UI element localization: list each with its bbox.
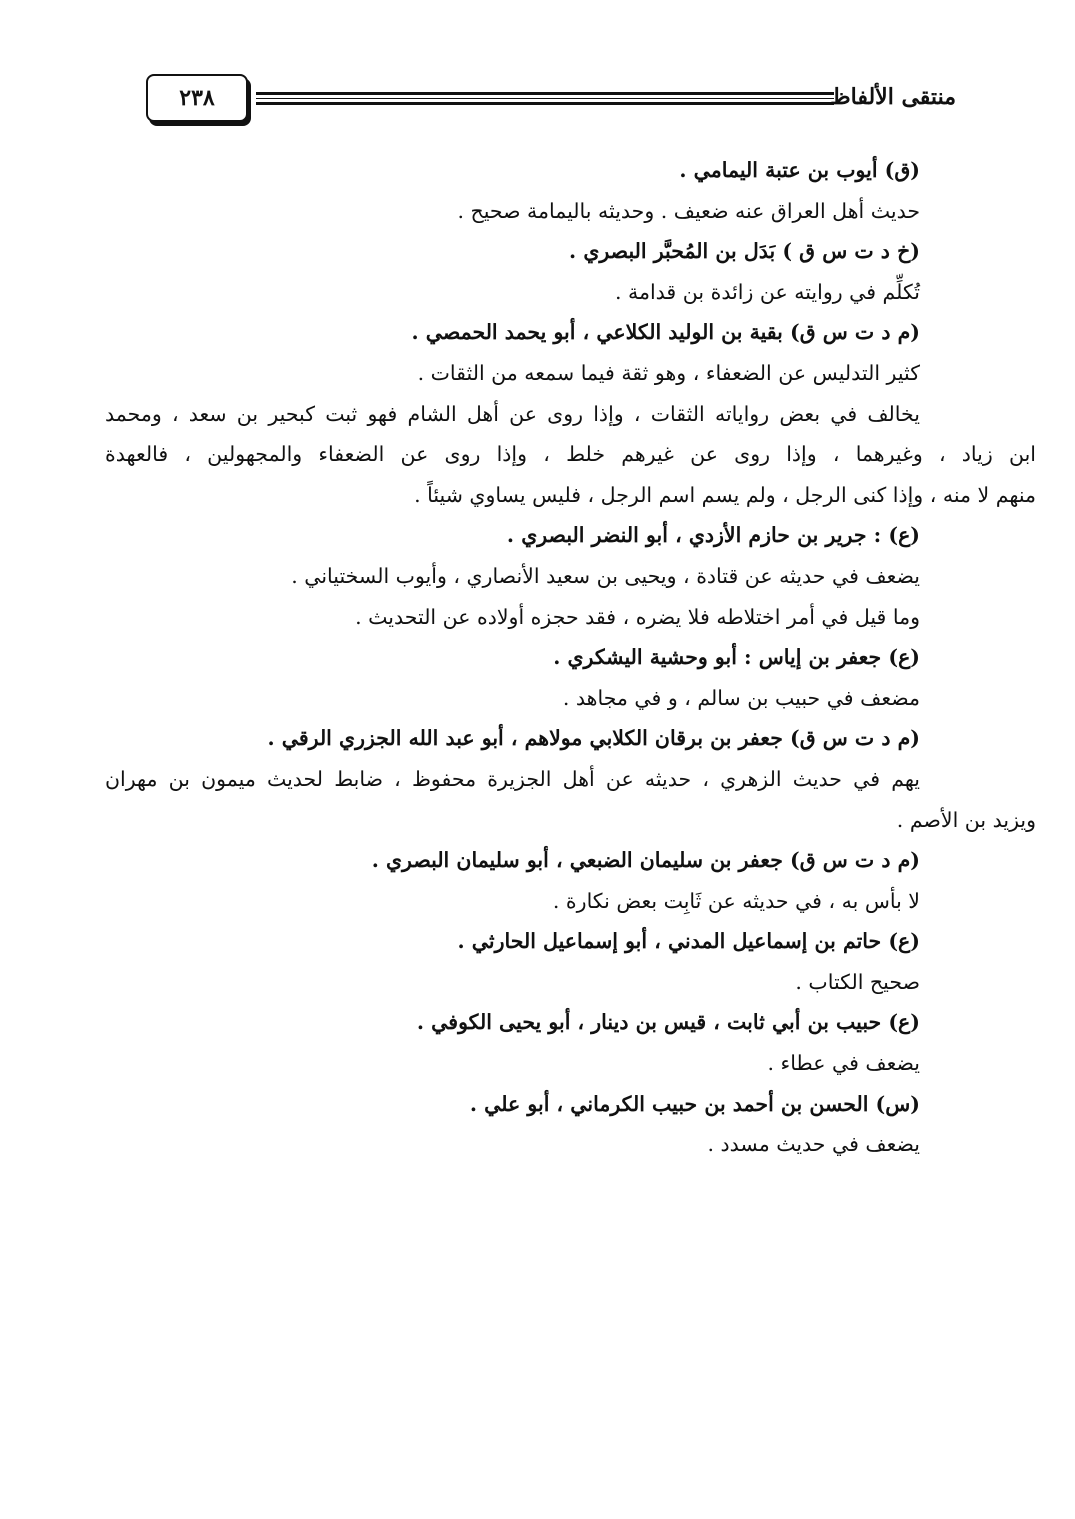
entry-note: يضعف في حديث مسدد . bbox=[707, 1132, 920, 1157]
book-title: منتقى الألفاظ bbox=[830, 84, 956, 110]
entry-paragraph bbox=[105, 394, 1036, 516]
page-body bbox=[105, 150, 1036, 1165]
entry-heading: (ق) أيوب بن عتبة اليمامي . bbox=[679, 158, 920, 182]
paragraph-line: منهم لا منه ، وإذا كنى الرجل ، ولم يسم اسم الرجل ، فليس يساوي شيئاً . bbox=[414, 482, 1036, 507]
paragraph-line: يخالف في بعض رواياته الثقات ، وإذا روى عن أهل الشام فهو ثبت كبحير بن سعد ، ومحمد bbox=[105, 401, 920, 426]
entry-heading: (س) الحسن بن أحمد بن حبيب الكرماني ، أبو علي . bbox=[469, 1091, 920, 1116]
entry-note: يضعف في عطاء . bbox=[767, 1051, 920, 1076]
entry-heading: (ع) جعفر بن إياس : أبو وحشية اليشكري . bbox=[553, 645, 920, 670]
paragraph-line: ويزيد بن الأصم . bbox=[896, 807, 1036, 832]
paragraph-line: ابن زياد ، وغيرهما ، وإذا روى عن غيرهم خلط ، وإذا روى عن الضعفاء والمجهولين ، فالعهدة bbox=[105, 442, 1036, 467]
entry-note: لا بأس به ، في حديثه عن ثَابِت بعض نكارة . bbox=[552, 888, 920, 913]
entry-heading: (ع) : جرير بن حازم الأزدي ، أبو النضر البصري . bbox=[506, 523, 920, 548]
paragraph-line: يهم في حديث الزهري ، حديثه عن أهل الجزيرة محفوظ ، ضابط لحديث ميمون بن مهران bbox=[105, 766, 920, 791]
entry-heading: (م د ت س ق) بقية بن الوليد الكلاعي ، أبو يحمد الحمصي . bbox=[411, 320, 920, 345]
entry-paragraph bbox=[105, 759, 1036, 840]
entry-note: وما قيل في أمر اختلاطه فلا يضره ، فقد حجزه أولاده عن التحديث . bbox=[355, 604, 920, 629]
page-number: ٢٣٨ bbox=[179, 85, 215, 111]
entry-note: مضعف في حبيب بن سالم ، و في مجاهد . bbox=[562, 685, 920, 710]
entry-heading: (ع) حاتم بن إسماعيل المدني ، أبو إسماعيل الحارثي . bbox=[457, 929, 920, 954]
entry-heading: (خ د ت س ق ) بَدَل بن المُحبَّر البصري . bbox=[569, 239, 920, 264]
entry-note: صحيح الكتاب . bbox=[795, 969, 920, 994]
entry-note: حديث أهل العراق عنه ضعيف . وحديثه باليمامة صحيح . bbox=[457, 198, 920, 223]
header-rule-bottom bbox=[256, 102, 834, 105]
entry-note: كثير التدليس عن الضعفاء ، وهو ثقة فيما سمعه من الثقات . bbox=[417, 360, 920, 385]
header-rule-middle bbox=[256, 98, 834, 99]
page-number-box bbox=[146, 74, 248, 122]
entry-note: يضعف في حديثه عن قتادة ، ويحيى بن سعيد الأنصاري ، وأيوب السختياني . bbox=[291, 563, 920, 588]
entry-note: تُكلِّم في روايته عن زائدة بن قدامة . bbox=[614, 279, 920, 304]
entry-heading: (م د ت س ق) جعفر بن سليمان الضبعي ، أبو سليمان البصري . bbox=[371, 848, 920, 873]
page-header bbox=[106, 70, 956, 132]
entry-heading: (م د ت س ق) جعفر بن برقان الكلابي مولاهم ، أبو عبد الله الجزري الرقي . bbox=[267, 726, 920, 751]
header-rule-top bbox=[256, 92, 834, 95]
entry-heading: (ع) حبيب بن أبي ثابت ، قيس بن دينار ، أبو يحيى الكوفي . bbox=[416, 1010, 920, 1035]
